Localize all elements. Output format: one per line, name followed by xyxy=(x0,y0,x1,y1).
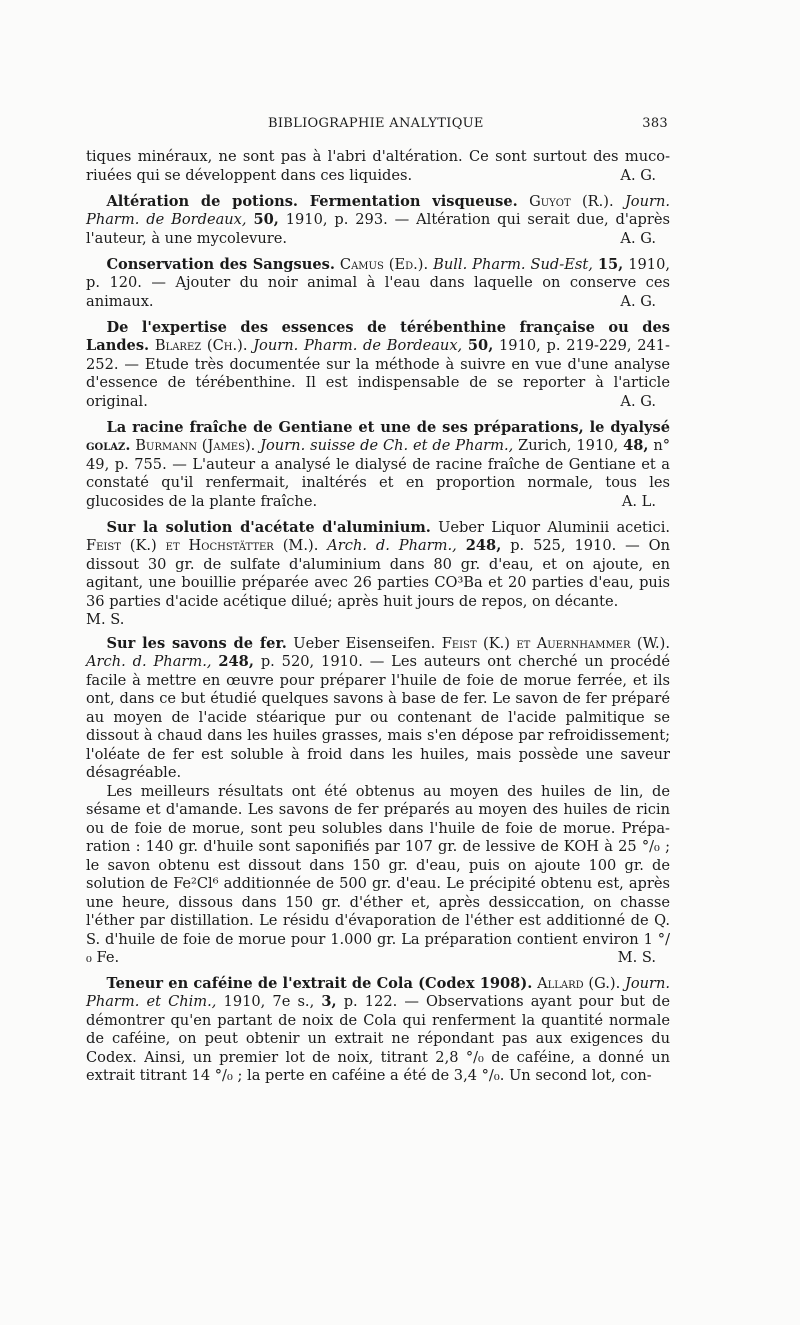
entry-title: Teneur en caféine de l'extrait de Cola (Codex 1908). xyxy=(106,974,533,992)
entry-signature: A. G. xyxy=(620,392,656,410)
entry-place-year: Zurich, 1910, xyxy=(518,437,619,454)
entry-signature: M. S. xyxy=(86,611,125,628)
entry-volume: 3, xyxy=(321,993,337,1010)
entry-text: 1910, p. 293. — Altération qui serait due, d'après l'auteur, à une mycolevure. xyxy=(86,211,671,247)
entry-text: p. 520, 1910. — Les auteurs ont cherché un procédé facile à mettre en œuvre pour préparer l'huile de foie de morue ferrée, et ils ont, dans ce but étudié quelques savons à base de fer. Le savon de fer préparé au moyen de l'acide stéarique pur ou contenant de l'acide palmitique se dissout à chaud dans les huiles grasses, mais s'en dépose par refroidissement; l'oléate de fer est soluble à froid dans les huiles, mais possède une saveur désagréable. xyxy=(86,653,671,781)
entry-journal: Journ. Pharm. de Bordeaux, xyxy=(86,192,670,228)
entry-title: Conservation des Sangsues. xyxy=(106,255,335,273)
entry-series: 1910, 7e s., xyxy=(223,993,315,1010)
entry-author: Feist (K.) et Hochstätter (M.). xyxy=(86,537,319,554)
entry-journal: Journ. Pharm. et Chim., xyxy=(86,974,671,1010)
entry-paragraph xyxy=(86,783,670,968)
entry-signature: A. G. xyxy=(620,292,656,310)
bibliography-entry xyxy=(86,635,670,783)
bibliography-entry xyxy=(86,193,670,249)
entry-journal: Arch. d. Pharm., xyxy=(327,537,457,554)
bibliography-entry xyxy=(86,419,670,512)
bibliography-entry xyxy=(86,319,670,412)
entry-text: Les meilleurs résultats ont été obtenus au moyen des huiles de lin, de sésame et d'amande. Les savons de fer préparés au moyen des huiles de ricin ou de foie de morue, sont peu solubles dans l'huile de foie de morue. Prépa-ration : 140 gr. d'huile sont saponifiés par 107 gr. de lessive de KOH à 25 °/₀ ; le savon obtenu est dissout dans 150 gr. d'eau, puis on ajoute 100 gr. de solution de Fe²Cl⁶ additionnée de 500 gr. d'eau. Le précipité obtenu est, après une heure, dissous dans 150 gr. d'éther et, après dessiccation, on chasse l'éther par distillation. Le résidu d'évaporation de l'éther est additionné de Q. S. d'huile de foie de morue pour 1.000 gr. La préparation contient environ 1 °/₀ Fe. xyxy=(86,782,670,966)
entry-volume: 50, xyxy=(253,211,279,228)
entry-author: Guyot (R.). xyxy=(529,192,614,210)
entry-title: De l'expertise des essences de térébenthine française ou des Landes. xyxy=(86,318,670,354)
entry-author: Allard (G.). xyxy=(537,974,621,992)
entry-text: n° 49, p. 755. — L'auteur a analysé le dialysé de racine fraîche de Gentiane et a constaté qu'il renfermait, inaltérés et en proportion normale, tous les glucosides de la plante fraîche. xyxy=(86,437,671,510)
entry-journal: Journ. suisse de Ch. et de Pharm., xyxy=(260,437,514,454)
body-text xyxy=(86,148,670,1093)
entry-volume: 48, xyxy=(623,437,649,454)
entry-journal: Journ. Pharm. de Bordeaux, xyxy=(253,337,463,354)
entry-continuation xyxy=(86,148,670,185)
entry-title: Sur les savons de fer. xyxy=(106,634,287,652)
entry-title: Altération de potions. Fermentation visqueuse. xyxy=(106,192,518,210)
entry-volume: 248, xyxy=(218,653,254,670)
entry-text: 1910, p. 219-229, 241-252. — Etude très documentée sur la méthode à suivre en vue d'une analyse d'essence de térébenthine. Il est indispensable de se reporter à l'article original. xyxy=(86,337,670,410)
entry-subtitle: Ueber Liquor Aluminii acetici. xyxy=(438,518,670,536)
entry-author: Blarez (Ch.). xyxy=(154,337,248,354)
entry-journal: Bull. Pharm. Sud-Est, xyxy=(433,255,593,273)
entry-author: Camus (Ed.). xyxy=(339,255,429,273)
entry-volume: 15, xyxy=(597,255,624,273)
entry-author: Feist (K.) et Auernhammer (W.). xyxy=(441,634,671,652)
running-title: BIBLIOGRAPHIE ANALYTIQUE xyxy=(268,116,484,131)
running-header xyxy=(88,116,668,136)
entry-text: p. 122. — Observations ayant pour but de démontrer qu'en partant de noix de Cola qui renferment la quantité normale de caféine, on peut obtenir un extrait ne répondant pas aux exigences du Codex. Ainsi, un premier lot de noix, titrant 2,8 °/₀ de caféine, a donné un extrait titrant 14 °/₀ ; la perte en caféine a été de 3,4 °/₀. Un second lot, con- xyxy=(86,993,671,1084)
bibliography-entry xyxy=(86,975,670,1086)
entry-signature: A. L. xyxy=(621,492,656,510)
entry-text: p. 525, 1910. — On dissout 30 gr. de sulfate d'aluminium dans 80 gr. d'eau, et on ajoute, en agitant, une bouillie préparée avec 26 parties CO³Ba et 20 parties d'eau, puis 36 parties d'acide acétique dilué; après huit jours de repos, on décante. xyxy=(86,537,671,610)
entry-subtitle: Ueber Eisenseifen. xyxy=(293,634,436,652)
entry-volume: 248, xyxy=(465,537,502,554)
entry-volume: 50, xyxy=(467,337,494,354)
bibliography-entry xyxy=(86,519,670,612)
entry-title: La racine fraîche de Gentiane et une de ses préparations, le dyalysé xyxy=(106,418,670,436)
entry-author: Burmann (James). xyxy=(135,437,256,454)
entry-signature: A. G. xyxy=(620,229,656,247)
entry-signature: M. S. xyxy=(617,949,656,966)
page-number: 383 xyxy=(642,116,668,131)
entry-signature: A. G. xyxy=(620,166,656,184)
entry-journal: Arch. d. Pharm., xyxy=(86,653,212,670)
entry-text: tiques minéraux, ne sont pas à l'abri d'altération. Ce sont surtout des muco-riuées qui se développent dans ces liquides. xyxy=(86,148,670,184)
bibliography-entry xyxy=(86,256,670,312)
entry-title-smallcaps: golaz. xyxy=(86,437,131,454)
entry-title: Sur la solution d'acétate d'aluminium. xyxy=(106,518,431,536)
entry-text: 1910, p. 120. — Ajouter du noir animal à l'eau dans laquelle on conserve ces animaux. xyxy=(86,255,670,310)
